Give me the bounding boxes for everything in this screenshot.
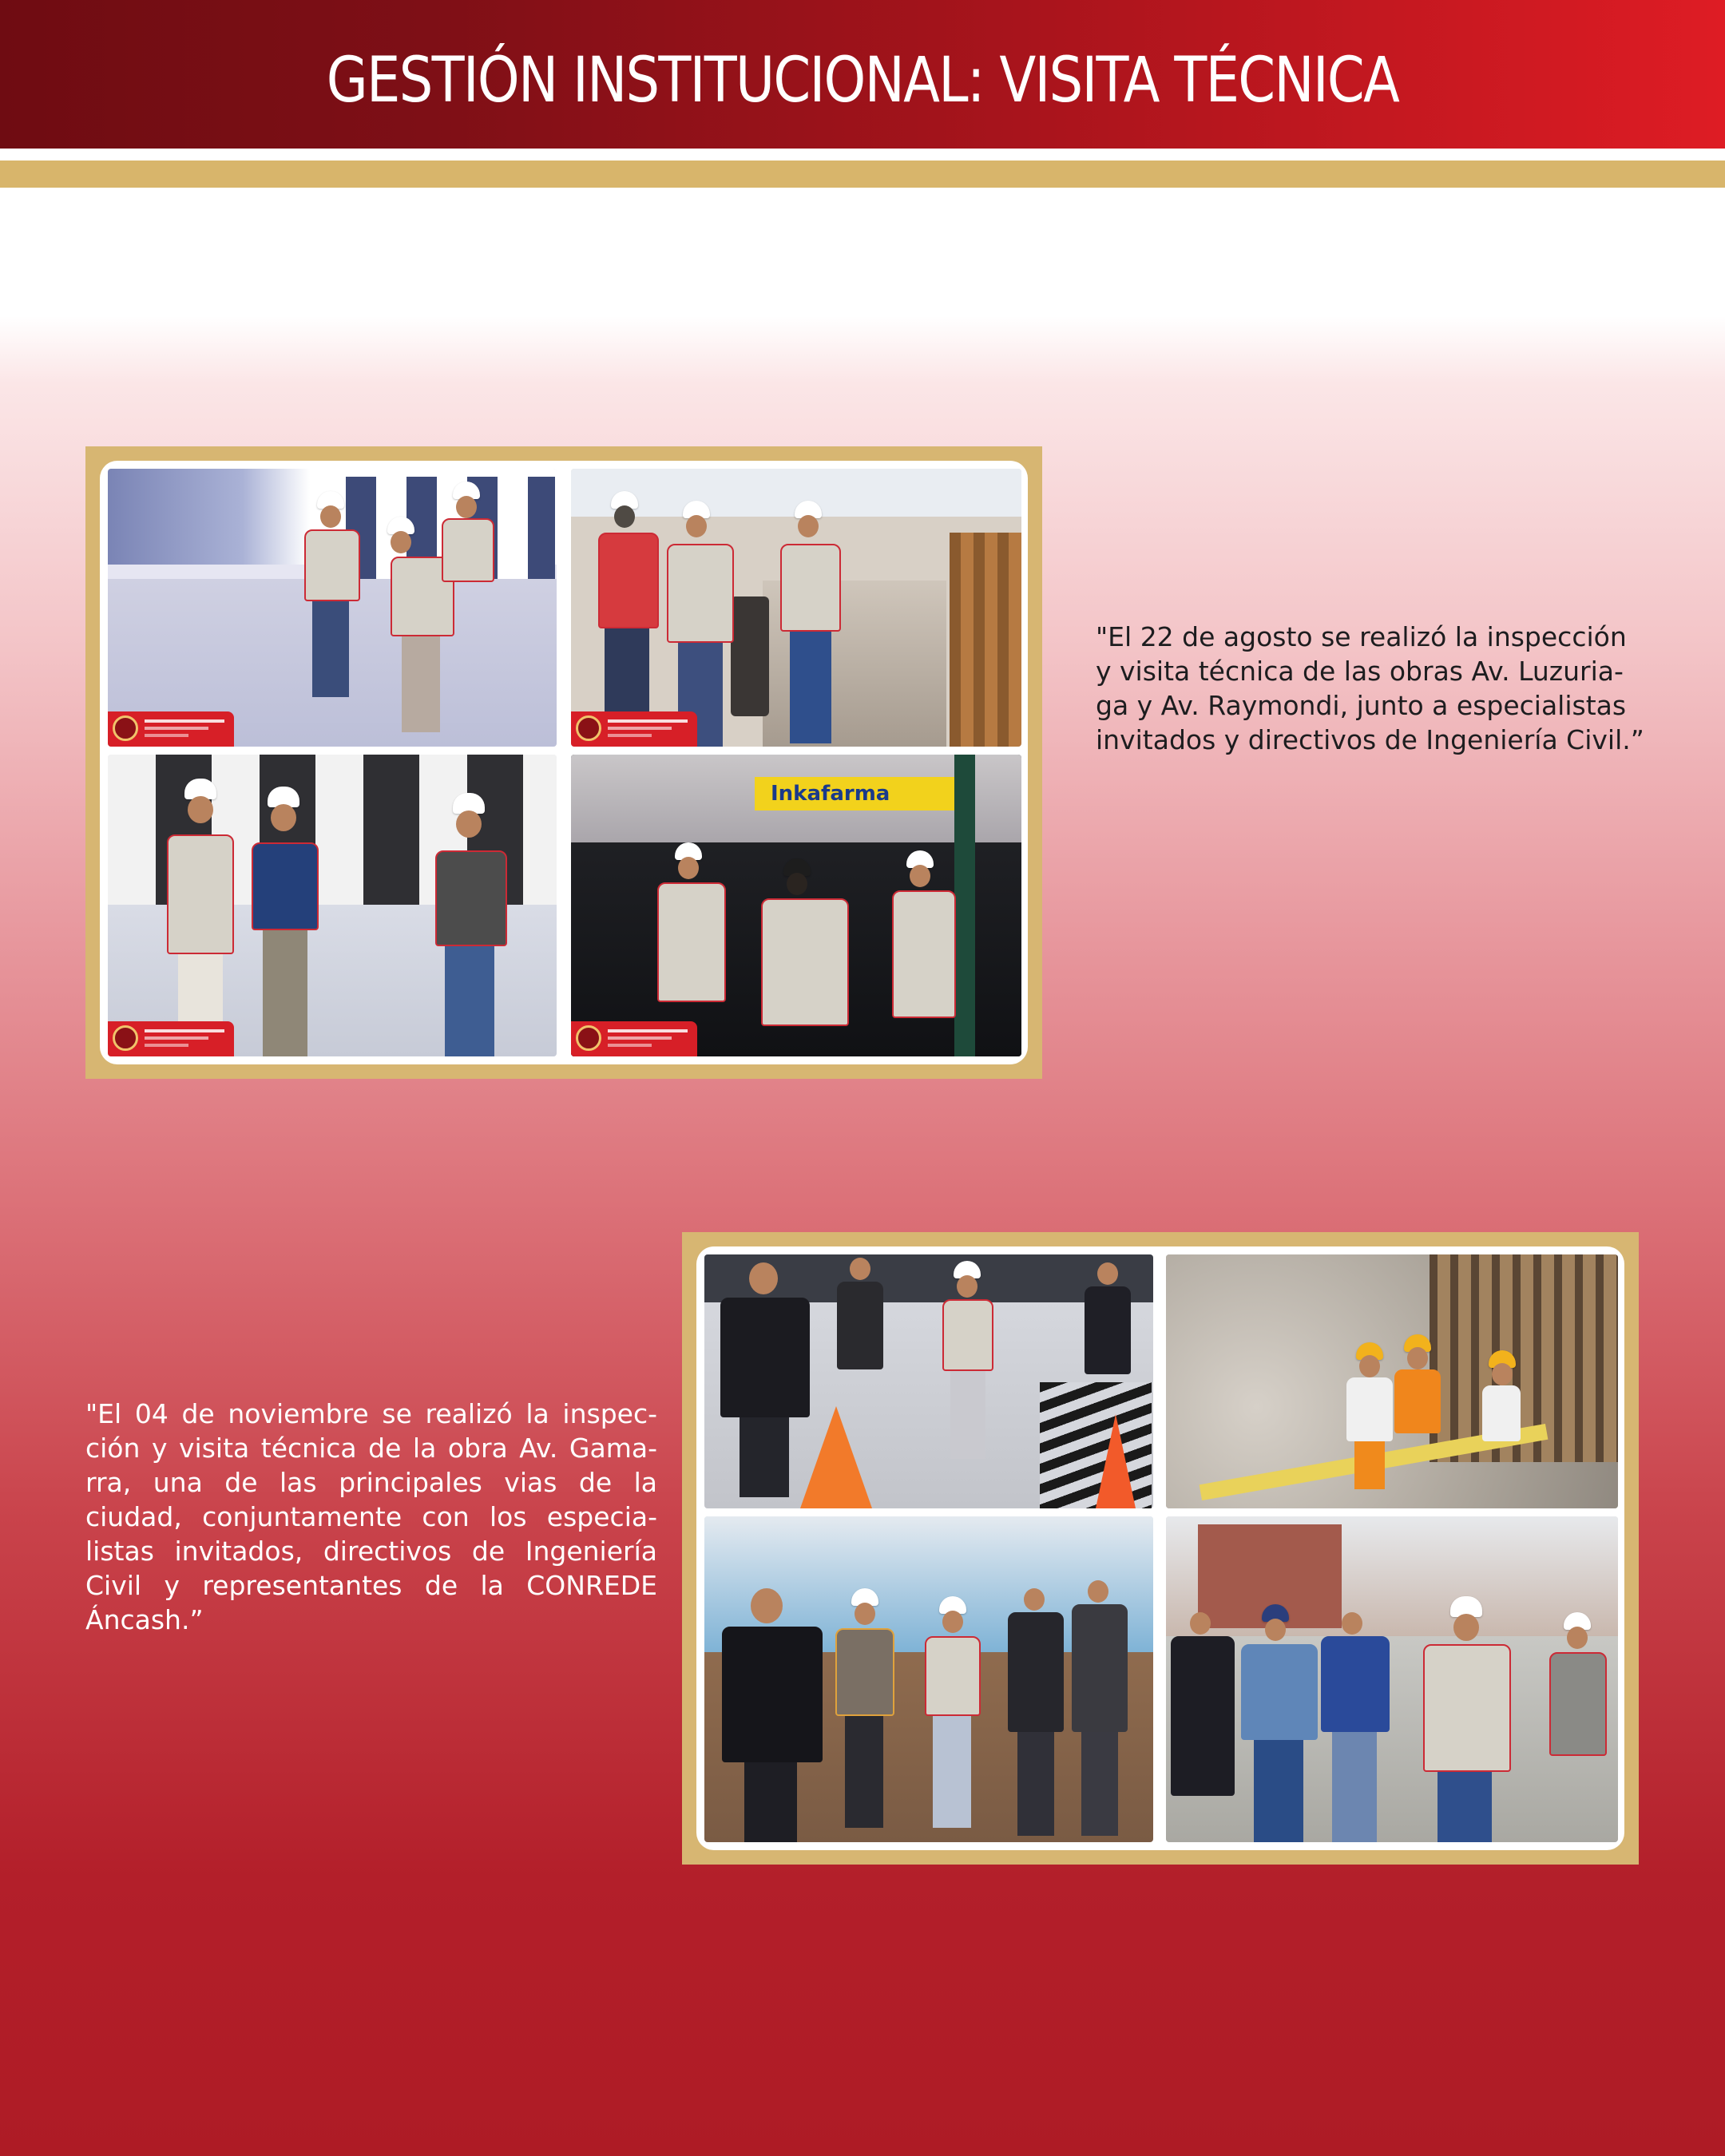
institution-badge — [108, 711, 234, 747]
photo-group-school — [704, 1516, 1153, 1842]
photo-road-cones — [704, 1254, 1153, 1508]
header-banner — [0, 0, 1725, 149]
photo-plaza-arches — [108, 469, 557, 747]
quote-visit-august: "El 22 de agosto se realizó la inspección y visita técnica de las obras Av. Luzuria-ga y Av. Raymondi, junto a especialistas invitados y directivos de Ingeniería Civil.” — [1096, 621, 1644, 755]
page-title: GESTIÓN INSTITUCIONAL: VISITA TÉCNICA — [326, 45, 1399, 117]
inkafarma-sign: Inkafarma — [755, 777, 954, 810]
white-band — [0, 188, 1725, 317]
institution-badge — [108, 1021, 234, 1056]
photo-trench-formwork — [571, 469, 1021, 747]
photo-excavation — [571, 755, 1021, 1056]
photo-collage-2 — [682, 1232, 1639, 1865]
photo-collage-1 — [85, 446, 1042, 1079]
institution-badge — [571, 711, 697, 747]
quote-visit-november: "El 04 de noviembre se realizó la inspec-ción y visita técnica de la obra Av. Gama-rra, una de las principales vias de la ciudad, conjuntamente con los especia-listas invitados, directivos de Ingeniería Civil y representantes de la CONREDE Áncash.” — [85, 1398, 657, 1635]
photo-workers-trench — [1166, 1254, 1618, 1508]
photo-directors-plaza — [108, 755, 557, 1056]
institution-badge — [571, 1021, 697, 1056]
photo-specialists-photographing — [1166, 1516, 1618, 1842]
gold-divider — [0, 161, 1725, 188]
